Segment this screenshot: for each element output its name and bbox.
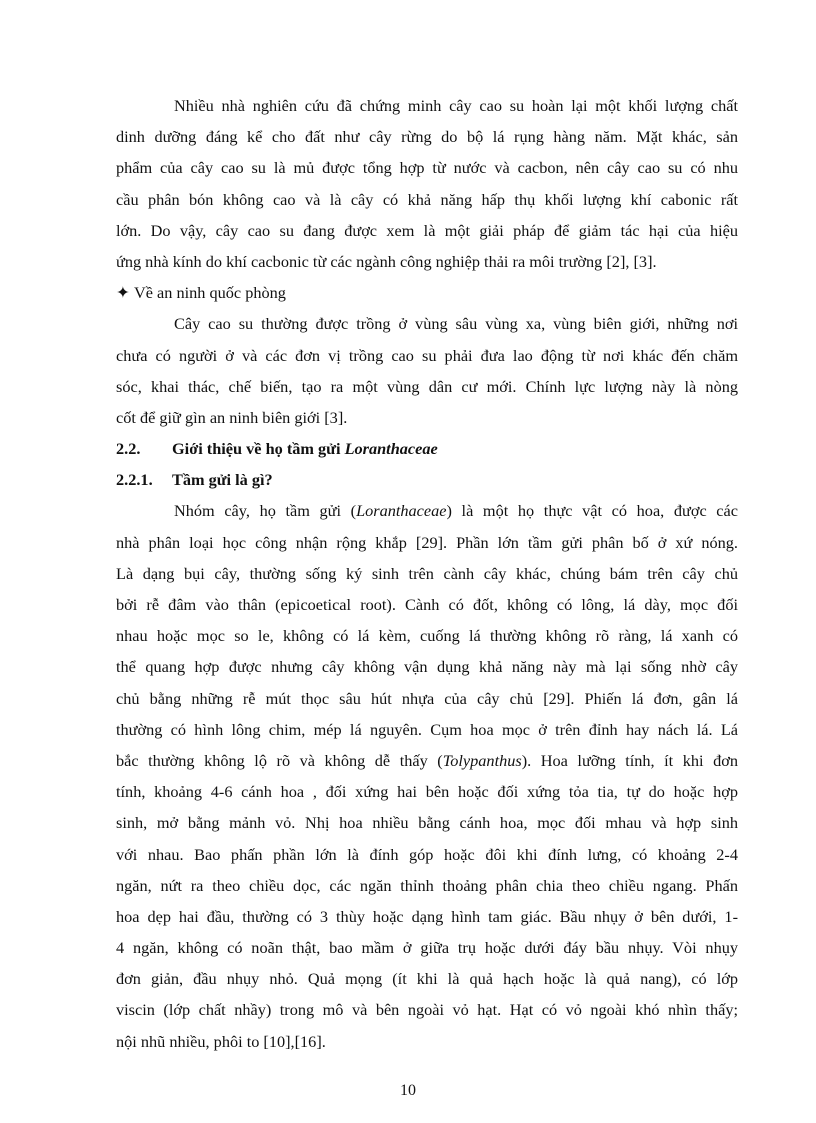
section-title-taxon: Loranthaceae	[344, 439, 438, 459]
subsection-heading	[116, 464, 738, 495]
paragraph-line: nhau hoặc mọc so le, không có lá kèm, cuống lá thường không rõ ràng, lá xanh có	[116, 626, 738, 646]
paragraph-line: thường có hình lông chim, mép lá nguyên. Cụm hoa mọc ở trên đỉnh hay nách lá. Lá	[116, 719, 738, 739]
paragraph-line: bởi rễ đâm vào thân (epicoetical root). Cành có đốt, không có lông, lá dày, mọc đối	[116, 595, 738, 614]
paragraph-line: 4 ngăn, không có noãn thật, bao mầm ở giữa trụ hoặc dưới đáy bầu nhụy. Vòi nhụy	[116, 938, 738, 958]
paragraph-line: lớn. Do vậy, cây cao su đang được xem là một giải pháp để giảm tác hại của hiệu	[116, 220, 738, 240]
paragraph-line: Cây cao su thường được trồng ở vùng sâu vùng xa, vùng biên giới, những nơi	[174, 314, 738, 334]
page-content	[116, 90, 738, 1057]
paragraph-line: nhà phân loại học công nhận rộng khắp [29]. Phần lớn tầm gửi phân bố ở xứ nóng.	[116, 532, 738, 552]
section-title: Giới thiệu về họ tầm gửi Loranthaceae	[172, 439, 438, 459]
paragraph-line: Nhiều nhà nghiên cứu đã chứng minh cây cao su hoàn lại một khối lượng chất	[174, 96, 738, 115]
paragraph-line: sinh, mở bằng mảnh vỏ. Nhị hoa nhiều bằng cánh hoa, mọc đối mhau và hợp sinh	[116, 813, 738, 833]
paragraph-line: cốt để giữ gìn an ninh biên giới [3].	[116, 407, 348, 427]
paragraph-line: với nhau. Bao phấn phần lớn là đính góp hoặc đôi khi đính lưng, có khoảng 2-4	[116, 844, 738, 864]
paragraph-security	[116, 308, 738, 433]
paragraph-line: hoa dẹp hai đầu, thường có 3 thùy hoặc dạng hình tam giác. Bầu nhụy ở bên dưới, 1-	[116, 906, 738, 926]
paragraph-line: ngăn, nứt ra theo chiều dọc, các ngăn thỉnh thoảng phân chia theo chiều ngang. Phấn	[116, 875, 738, 895]
paragraph-line: chủ bằng những rễ mút thọc sâu hút nhựa của cây chủ [29]. Phiến lá đơn, gân lá	[116, 688, 738, 708]
paragraph-line: sóc, khai thác, chế biến, tạo ra một vùng dân cư mới. Chính lực lượng này là nòng	[116, 376, 738, 396]
paragraph-line: đơn giản, đầu nhụy nhỏ. Quả mọng (ít khi là quả hạch hoặc là quả nang), có lớp	[116, 969, 738, 989]
paragraph-line: Nhóm cây, họ tầm gửi (Loranthaceae) là một họ thực vật có hoa, được các	[174, 501, 738, 521]
four-pointed-star-icon: ✦	[116, 283, 130, 303]
bullet-label: Về an ninh quốc phòng	[134, 283, 286, 303]
subsection-number: 2.2.1.	[116, 470, 153, 490]
paragraph-line: bắc thường không lộ rõ và không dễ thấy (Tolypanthus). Hoa lưỡng tính, ít khi đơn	[116, 750, 738, 770]
section-heading	[116, 433, 738, 464]
paragraph-line: chưa có người ở và các đơn vị trồng cao su phải đưa lao động từ nơi khác đến chăm	[116, 345, 738, 365]
bullet-item-security	[116, 277, 738, 308]
paragraph-line: nội nhũ nhiều, phôi to [10],[16].	[116, 1031, 326, 1051]
paragraph-line: ứng nhà kính do khí cacbonic từ các ngành công nghiệp thải ra môi trường [2], [3].	[116, 251, 657, 271]
paragraph-line: dinh dưỡng đáng kể cho đất như cây rừng do bộ lá rụng hàng năm. Mặt khác, sản	[116, 127, 738, 147]
paragraph-line: Là dạng bụi cây, thường sống ký sinh trên cành cây khác, chúng bám trên cây chủ	[116, 563, 738, 583]
section-number: 2.2.	[116, 439, 141, 459]
paragraph-line: phẩm của cây cao su là mủ được tổng hợp từ nước và cacbon, nên cây cao su có nhu	[116, 158, 738, 178]
page-number: 10	[400, 1082, 416, 1099]
paragraph-line: tính, khoảng 4-6 cánh hoa , đối xứng hai bên hoặc đối xứng tỏa tia, tự do hoặc hợp	[116, 782, 738, 802]
paragraph-mistletoe-description	[116, 495, 738, 1056]
paragraph-rubber-nutrients	[116, 90, 738, 277]
paragraph-line: cầu phân bón không cao và là cây có khả năng hấp thụ khối lượng khí cabonic rất	[116, 189, 738, 209]
subsection-title: Tầm gửi là gì?	[172, 470, 273, 490]
paragraph-line: thể quang hợp được nhưng cây không vận dụng khả năng này mà lại sống nhờ cây	[116, 657, 738, 677]
paragraph-line: viscin (lớp chất nhầy) trong mô và bên ngoài vỏ hạt. Hạt có vỏ ngoài khó nhìn thấy;	[116, 1000, 738, 1020]
